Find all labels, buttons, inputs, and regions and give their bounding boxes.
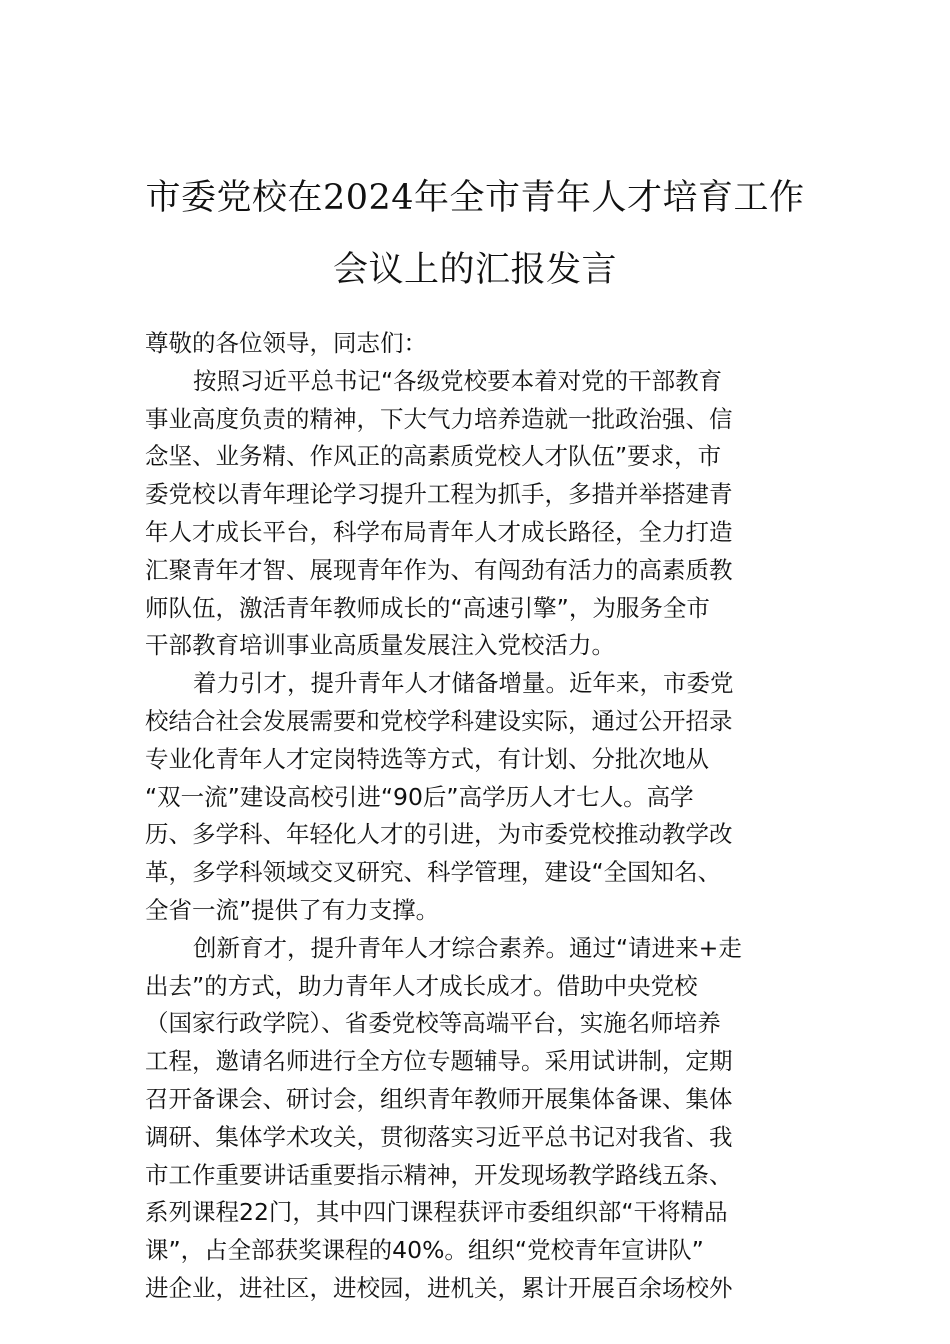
document-body — [145, 325, 810, 1308]
title-line-1: 市委党校在2024年全市青年人才培育工作 — [145, 178, 805, 218]
title-line-2: 会议上的汇报发言 — [332, 250, 617, 290]
paragraph-talent-cultivation: 创新育才，提升青年人才综合素养。通过“请进来+走 出去”的方式，助力青年人才成长成才。借助中央党校 （国家行政学院）、省委党校等高端平台，实施名师培养 工程，邀请名师进行全方位专题辅导。采用试讲制，定期 召开备课会、研讨会，组织青年教师开展集体备课、集体 调研、集体学术攻关，贯彻落实习近平总书记对我省、我 市工作重要讲话重要指示精神，开发现场教学路线五条、 系列课程22门，其中四门课程获评市委组织部“干将精品 课”，占全部获奖课程的40%。组织“党校青年宣讲队” 进企业，进社区，进校园，进机关，累计开展百余场校外 — [145, 933, 742, 1302]
salutation: 尊敬的各位领导，同志们： — [145, 329, 427, 357]
document-title — [100, 162, 850, 306]
paragraph-intro: 按照习近平总书记“各级党校要本着对党的干部教育 事业高度负责的精神，下大气力培养造就一批政治强、信 念坚、业务精、作风正的高素质党校人才队伍”要求，市 委党校以青年理论学习提升工程为抓手，多措并举搭建青 年人才成长平台，科学布局青年人才成长路径，全力打造 汇聚青年才智、展现青年作为、有闯劲有活力的高素质教 师队伍，激活青年教师成长的“高速引擎”，为服务全市 干部教育培训事业高质量发展注入党校活力。 — [145, 366, 733, 660]
paragraph-talent-recruitment: 着力引才，提升青年人才储备增量。近年来，市委党 校结合社会发展需要和党校学科建设实际，通过公开招录 专业化青年人才定岗特选等方式，有计划、分批次地从 “双一流”建设高校引进“90后”高学历人才七人。高学 历、多学科、年轻化人才的引进，为市委党校推动教学改 革，多学科领域交叉研究、科学管理，建设“全国知名、 全省一流”提供了有力支撑。 — [145, 669, 734, 924]
